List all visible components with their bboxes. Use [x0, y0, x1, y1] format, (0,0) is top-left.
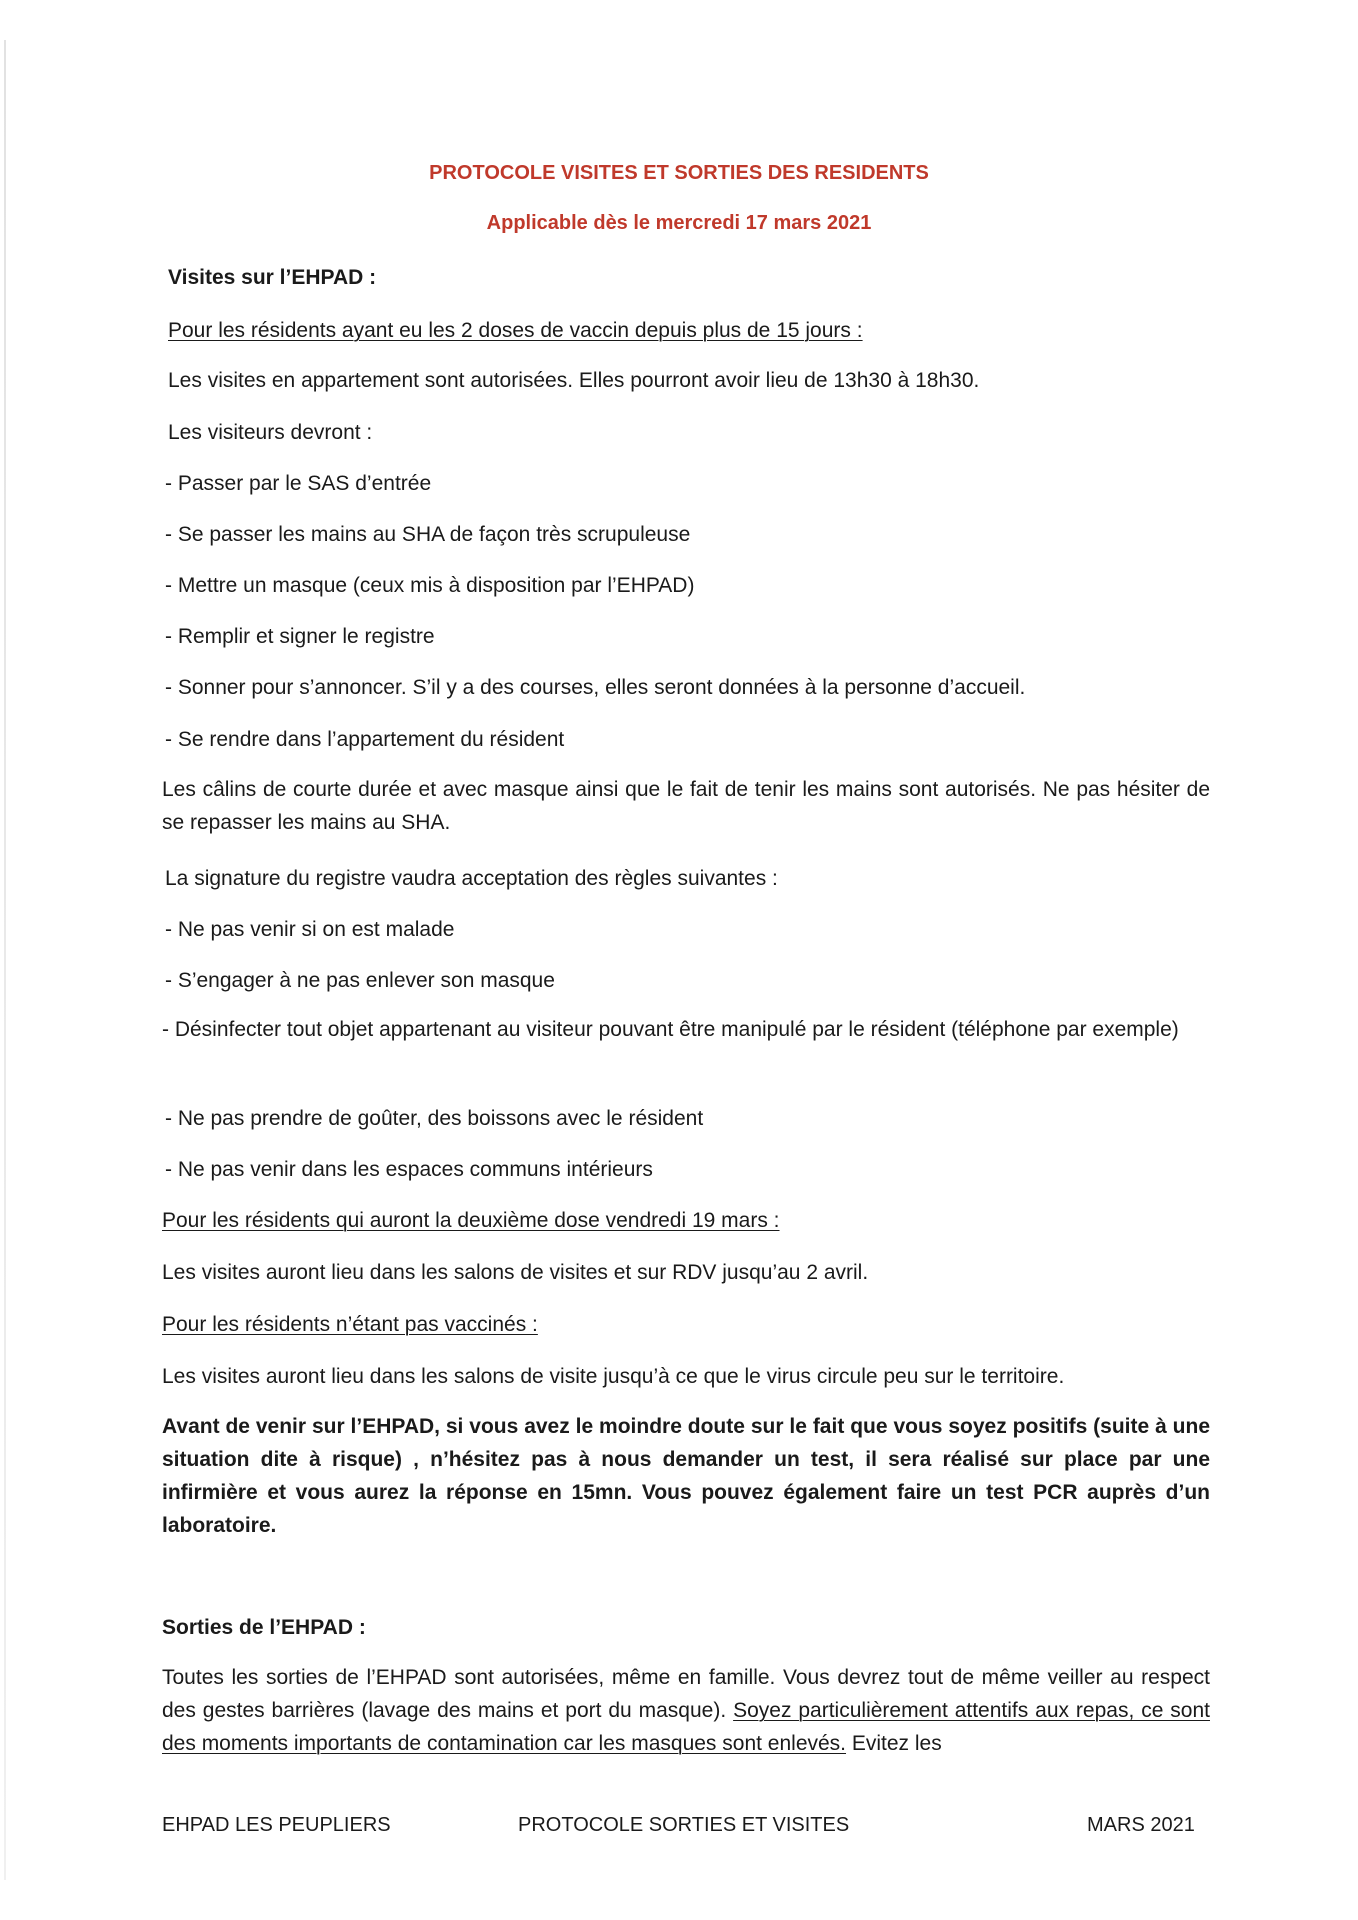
list-item: - S’engager à ne pas enlever son masque [165, 969, 555, 992]
list-item: - Remplir et signer le registre [165, 625, 435, 648]
section-heading-visites: Visites sur l’EHPAD : [168, 266, 377, 289]
paragraph: Les câlins de courte durée et avec masque ainsi que le fait de tenir les mains sont autorisés. Ne pas hésiter de se repasser les mains au SHA. [162, 778, 1210, 834]
paragraph [162, 1661, 1210, 1760]
list-item: - Ne pas prendre de goûter, des boissons avec le résident [165, 1107, 704, 1130]
subheading-second-dose: Pour les résidents qui auront la deuxième dose vendredi 19 mars : [162, 1209, 780, 1232]
subheading-two-doses: Pour les résidents ayant eu les 2 doses de vaccin depuis plus de 15 jours : [168, 319, 863, 342]
subheading-not-vaccinated: Pour les résidents n’étant pas vaccinés : [162, 1313, 538, 1336]
paragraph: Les visites auront lieu dans les salons de visites et sur RDV jusqu’au 2 avril. [162, 1261, 869, 1284]
footer-center: PROTOCOLE SORTIES ET VISITES [518, 1814, 850, 1836]
list-item: - Mettre un masque (ceux mis à disposition par l’EHPAD) [165, 574, 695, 597]
paragraph: Les visites en appartement sont autorisées. Elles pourront avoir lieu de 13h30 à 18h30. [168, 369, 980, 392]
document-subtitle: Applicable dès le mercredi 17 mars 2021 [486, 212, 872, 234]
document-title: PROTOCOLE VISITES ET SORTIES DES RESIDENTS [429, 162, 929, 184]
footer-left: EHPAD LES PEUPLIERS [162, 1814, 391, 1836]
list-item: - Passer par le SAS d’entrée [165, 472, 432, 495]
sorties-text-end: Evitez les [846, 1732, 942, 1755]
list-item: - Ne pas venir dans les espaces communs intérieurs [165, 1158, 653, 1181]
paragraph: Les visiteurs devront : [168, 421, 373, 444]
list-item: - Sonner pour s’annoncer. S’il y a des courses, elles seront données à la personne d’accueil. [165, 676, 1026, 699]
list-item: - Se rendre dans l’appartement du résident [165, 728, 565, 751]
scan-edge [4, 40, 6, 1880]
paragraph: Les visites auront lieu dans les salons de visite jusqu’à ce que le virus circule peu sur le territoire. [162, 1365, 1065, 1388]
test-notice: Avant de venir sur l’EHPAD, si vous avez le moindre doute sur le fait que vous soyez positifs (suite à une situation dite à risque) , n’hésitez pas à nous demander un test, il sera réalisé sur place par une infirmière et vous aurez la réponse en 15mn. Vous pouvez également faire un test PCR auprès d’un laboratoire. [162, 1415, 1210, 1537]
paragraph: La signature du registre vaudra acceptation des règles suivantes : [165, 867, 778, 890]
list-item: - Se passer les mains au SHA de façon très scrupuleuse [165, 523, 691, 546]
list-item: - Désinfecter tout objet appartenant au visiteur pouvant être manipulé par le résident (téléphone par exemple) [162, 1018, 1179, 1041]
sorties-warning: Soyez particulièrement attentifs aux repas, ce sont des moments importants de contamination car les masques sont enlevés. [162, 1699, 1210, 1755]
section-heading-sorties: Sorties de l’EHPAD : [162, 1616, 366, 1639]
footer-right: MARS 2021 [1087, 1814, 1195, 1836]
list-item: - Ne pas venir si on est malade [165, 918, 455, 941]
sorties-text: Toutes les sorties de l’EHPAD sont autorisées, même en famille. Vous devrez tout de même veiller au respect des gestes barrières (lavage des mains et port du masque). [162, 1666, 1210, 1722]
